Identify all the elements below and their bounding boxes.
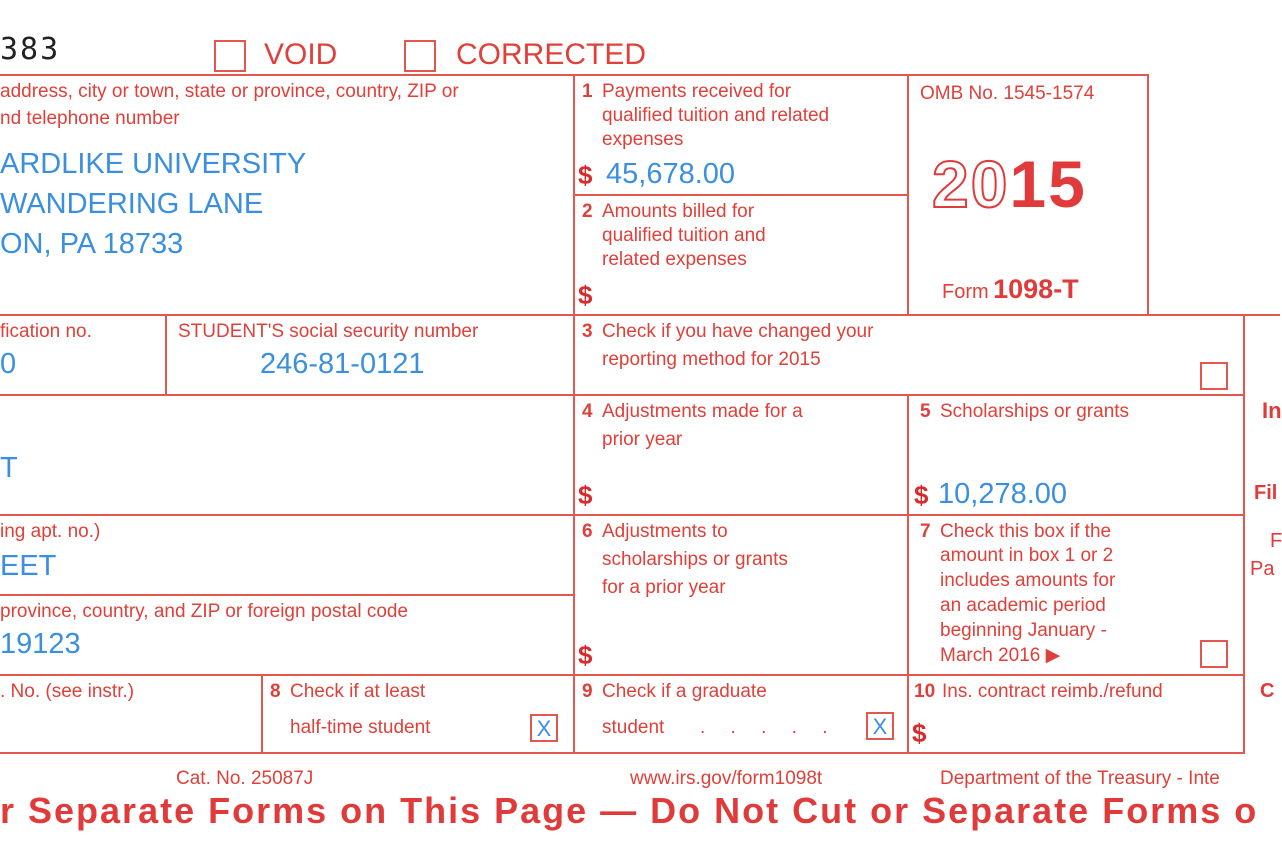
right-edge-text-4: Pa bbox=[1250, 558, 1275, 580]
box4-label-2: prior year bbox=[602, 429, 683, 450]
box4-dollar: $ bbox=[578, 480, 593, 510]
grid-line bbox=[1243, 314, 1245, 754]
box3-num: 3 bbox=[582, 321, 593, 342]
box1-label-2: qualified tuition and related bbox=[602, 105, 830, 126]
box1-num: 1 bbox=[582, 81, 593, 102]
box1-label-3: expenses bbox=[602, 129, 684, 150]
form-code: 383 bbox=[0, 32, 61, 67]
box1-number bbox=[582, 80, 593, 104]
box8-label-1: Check if at least bbox=[290, 681, 426, 702]
tax-year-decade: 15 bbox=[1009, 147, 1087, 221]
box8-num: 8 bbox=[270, 681, 281, 702]
box4-num: 4 bbox=[582, 401, 593, 422]
box2-label-3: related expenses bbox=[602, 249, 747, 270]
box2-dollar: $ bbox=[578, 280, 593, 310]
grid-line bbox=[0, 594, 574, 596]
right-edge-text-5: C bbox=[1260, 680, 1275, 702]
box6-label-3: for a prior year bbox=[602, 577, 726, 598]
box4-label-1: Adjustments made for a bbox=[602, 401, 803, 422]
right-edge-text-1: In bbox=[1262, 398, 1282, 423]
grid-line bbox=[165, 314, 167, 396]
box1-label-1: Payments received for bbox=[602, 81, 792, 102]
box8-checkbox[interactable]: X bbox=[530, 714, 558, 742]
filer-id-value: 0 bbox=[0, 348, 17, 380]
box3-label-2: reporting method for 2015 bbox=[602, 349, 821, 370]
box2-number bbox=[582, 200, 593, 224]
box9-checkbox[interactable]: X bbox=[866, 712, 894, 740]
box2-label-1: Amounts billed for bbox=[602, 201, 755, 222]
corrected-checkbox[interactable] bbox=[404, 40, 436, 72]
filer-name: ARDLIKE UNIVERSITY bbox=[0, 148, 307, 180]
grid-line bbox=[0, 752, 1244, 754]
department: Department of the Treasury - Inte bbox=[940, 768, 1220, 789]
box5-value: 10,278.00 bbox=[938, 478, 1068, 510]
right-edge-text-2: Fil bbox=[1254, 482, 1278, 504]
box7-number bbox=[920, 520, 931, 544]
box5-num: 5 bbox=[920, 401, 931, 422]
grid-line bbox=[907, 394, 909, 754]
box5-label: Scholarships or grants bbox=[940, 401, 1130, 422]
box7-label-5: beginning January - bbox=[940, 620, 1107, 641]
box8-label-2: half-time student bbox=[290, 717, 431, 738]
filer-label-line1: address, city or town, state or province, country, ZIP or bbox=[0, 81, 459, 102]
grid-line bbox=[1147, 74, 1149, 316]
box7-label-1: Check this box if the bbox=[940, 521, 1112, 542]
grid-line bbox=[261, 674, 263, 754]
form-title bbox=[942, 274, 1079, 305]
box7-checkbox[interactable] bbox=[1200, 640, 1228, 668]
box10-number bbox=[914, 680, 935, 704]
box7-label-3: includes amounts for bbox=[940, 570, 1116, 591]
box7-label-4: an academic period bbox=[940, 595, 1106, 616]
student-name-value: T bbox=[0, 452, 18, 484]
right-edge-text-3: F bbox=[1270, 530, 1282, 552]
grid-line bbox=[907, 74, 909, 316]
cat-number: Cat. No. 25087J bbox=[176, 768, 314, 789]
corrected-label: CORRECTED bbox=[456, 38, 647, 71]
box9-num: 9 bbox=[582, 681, 593, 702]
form-prefix: Form bbox=[942, 281, 989, 303]
void-label: VOID bbox=[264, 38, 338, 71]
omb-number: OMB No. 1545-1574 bbox=[920, 83, 1095, 104]
box6-number bbox=[582, 520, 593, 544]
box8-number bbox=[270, 680, 281, 704]
box1-dollar: $ bbox=[578, 160, 593, 190]
box7-label-2: amount in box 1 or 2 bbox=[940, 545, 1114, 566]
street-value: EET bbox=[0, 550, 57, 582]
irs-url: www.irs.gov/form1098t bbox=[630, 768, 823, 789]
box1-value: 45,678.00 bbox=[606, 158, 736, 190]
box7-label-6: March 2016 ▶ bbox=[940, 645, 1061, 666]
street-label: ing apt. no.) bbox=[0, 521, 101, 542]
box10-num: 10 bbox=[914, 681, 936, 702]
box3-checkbox[interactable] bbox=[1200, 362, 1228, 390]
box7-num: 7 bbox=[920, 521, 931, 542]
filer-street: WANDERING LANE bbox=[0, 188, 264, 220]
student-ssn-label: STUDENT'S social security number bbox=[178, 321, 479, 342]
box3-number bbox=[582, 320, 593, 344]
filer-label-line2: nd telephone number bbox=[0, 108, 180, 129]
city-label: province, country, and ZIP or foreign postal code bbox=[0, 601, 409, 622]
box9-label-2: student bbox=[602, 717, 665, 738]
box6-label-1: Adjustments to bbox=[602, 521, 728, 542]
grid-line bbox=[0, 314, 1280, 316]
grid-line bbox=[573, 74, 575, 754]
grid-line bbox=[0, 514, 1244, 516]
tax-year bbox=[932, 146, 1087, 222]
grid-line bbox=[574, 194, 908, 196]
tax-year-century: 20 bbox=[932, 147, 1010, 221]
box2-num: 2 bbox=[582, 201, 593, 222]
do-not-cut-notice: r Separate Forms on This Page — Do Not Cut or Separate Forms o bbox=[0, 790, 1259, 831]
box9-label-1: Check if a graduate bbox=[602, 681, 767, 702]
box10-label: Ins. contract reimb./refund bbox=[942, 681, 1163, 702]
box10-dollar: $ bbox=[912, 718, 927, 748]
grid-line bbox=[0, 394, 1244, 396]
filer-city: ON, PA 18733 bbox=[0, 228, 184, 260]
account-label: . No. (see instr.) bbox=[0, 681, 135, 702]
box2-label-2: qualified tuition and bbox=[602, 225, 766, 246]
box5-number bbox=[920, 400, 931, 424]
box9-number bbox=[582, 680, 593, 704]
box5-dollar: $ bbox=[914, 480, 929, 510]
city-value: 19123 bbox=[0, 628, 81, 660]
form-name: 1098-T bbox=[993, 274, 1079, 304]
grid-line bbox=[0, 674, 1244, 676]
box4-number bbox=[582, 400, 593, 424]
student-ssn-value: 246-81-0121 bbox=[260, 348, 425, 380]
box6-num: 6 bbox=[582, 521, 593, 542]
box9-dots: . . . . . bbox=[700, 717, 838, 738]
filer-id-label: fication no. bbox=[0, 321, 92, 342]
void-checkbox[interactable] bbox=[214, 40, 246, 72]
box3-label-1: Check if you have changed your bbox=[602, 321, 874, 342]
box6-dollar: $ bbox=[578, 640, 593, 670]
box6-label-2: scholarships or grants bbox=[602, 549, 788, 570]
